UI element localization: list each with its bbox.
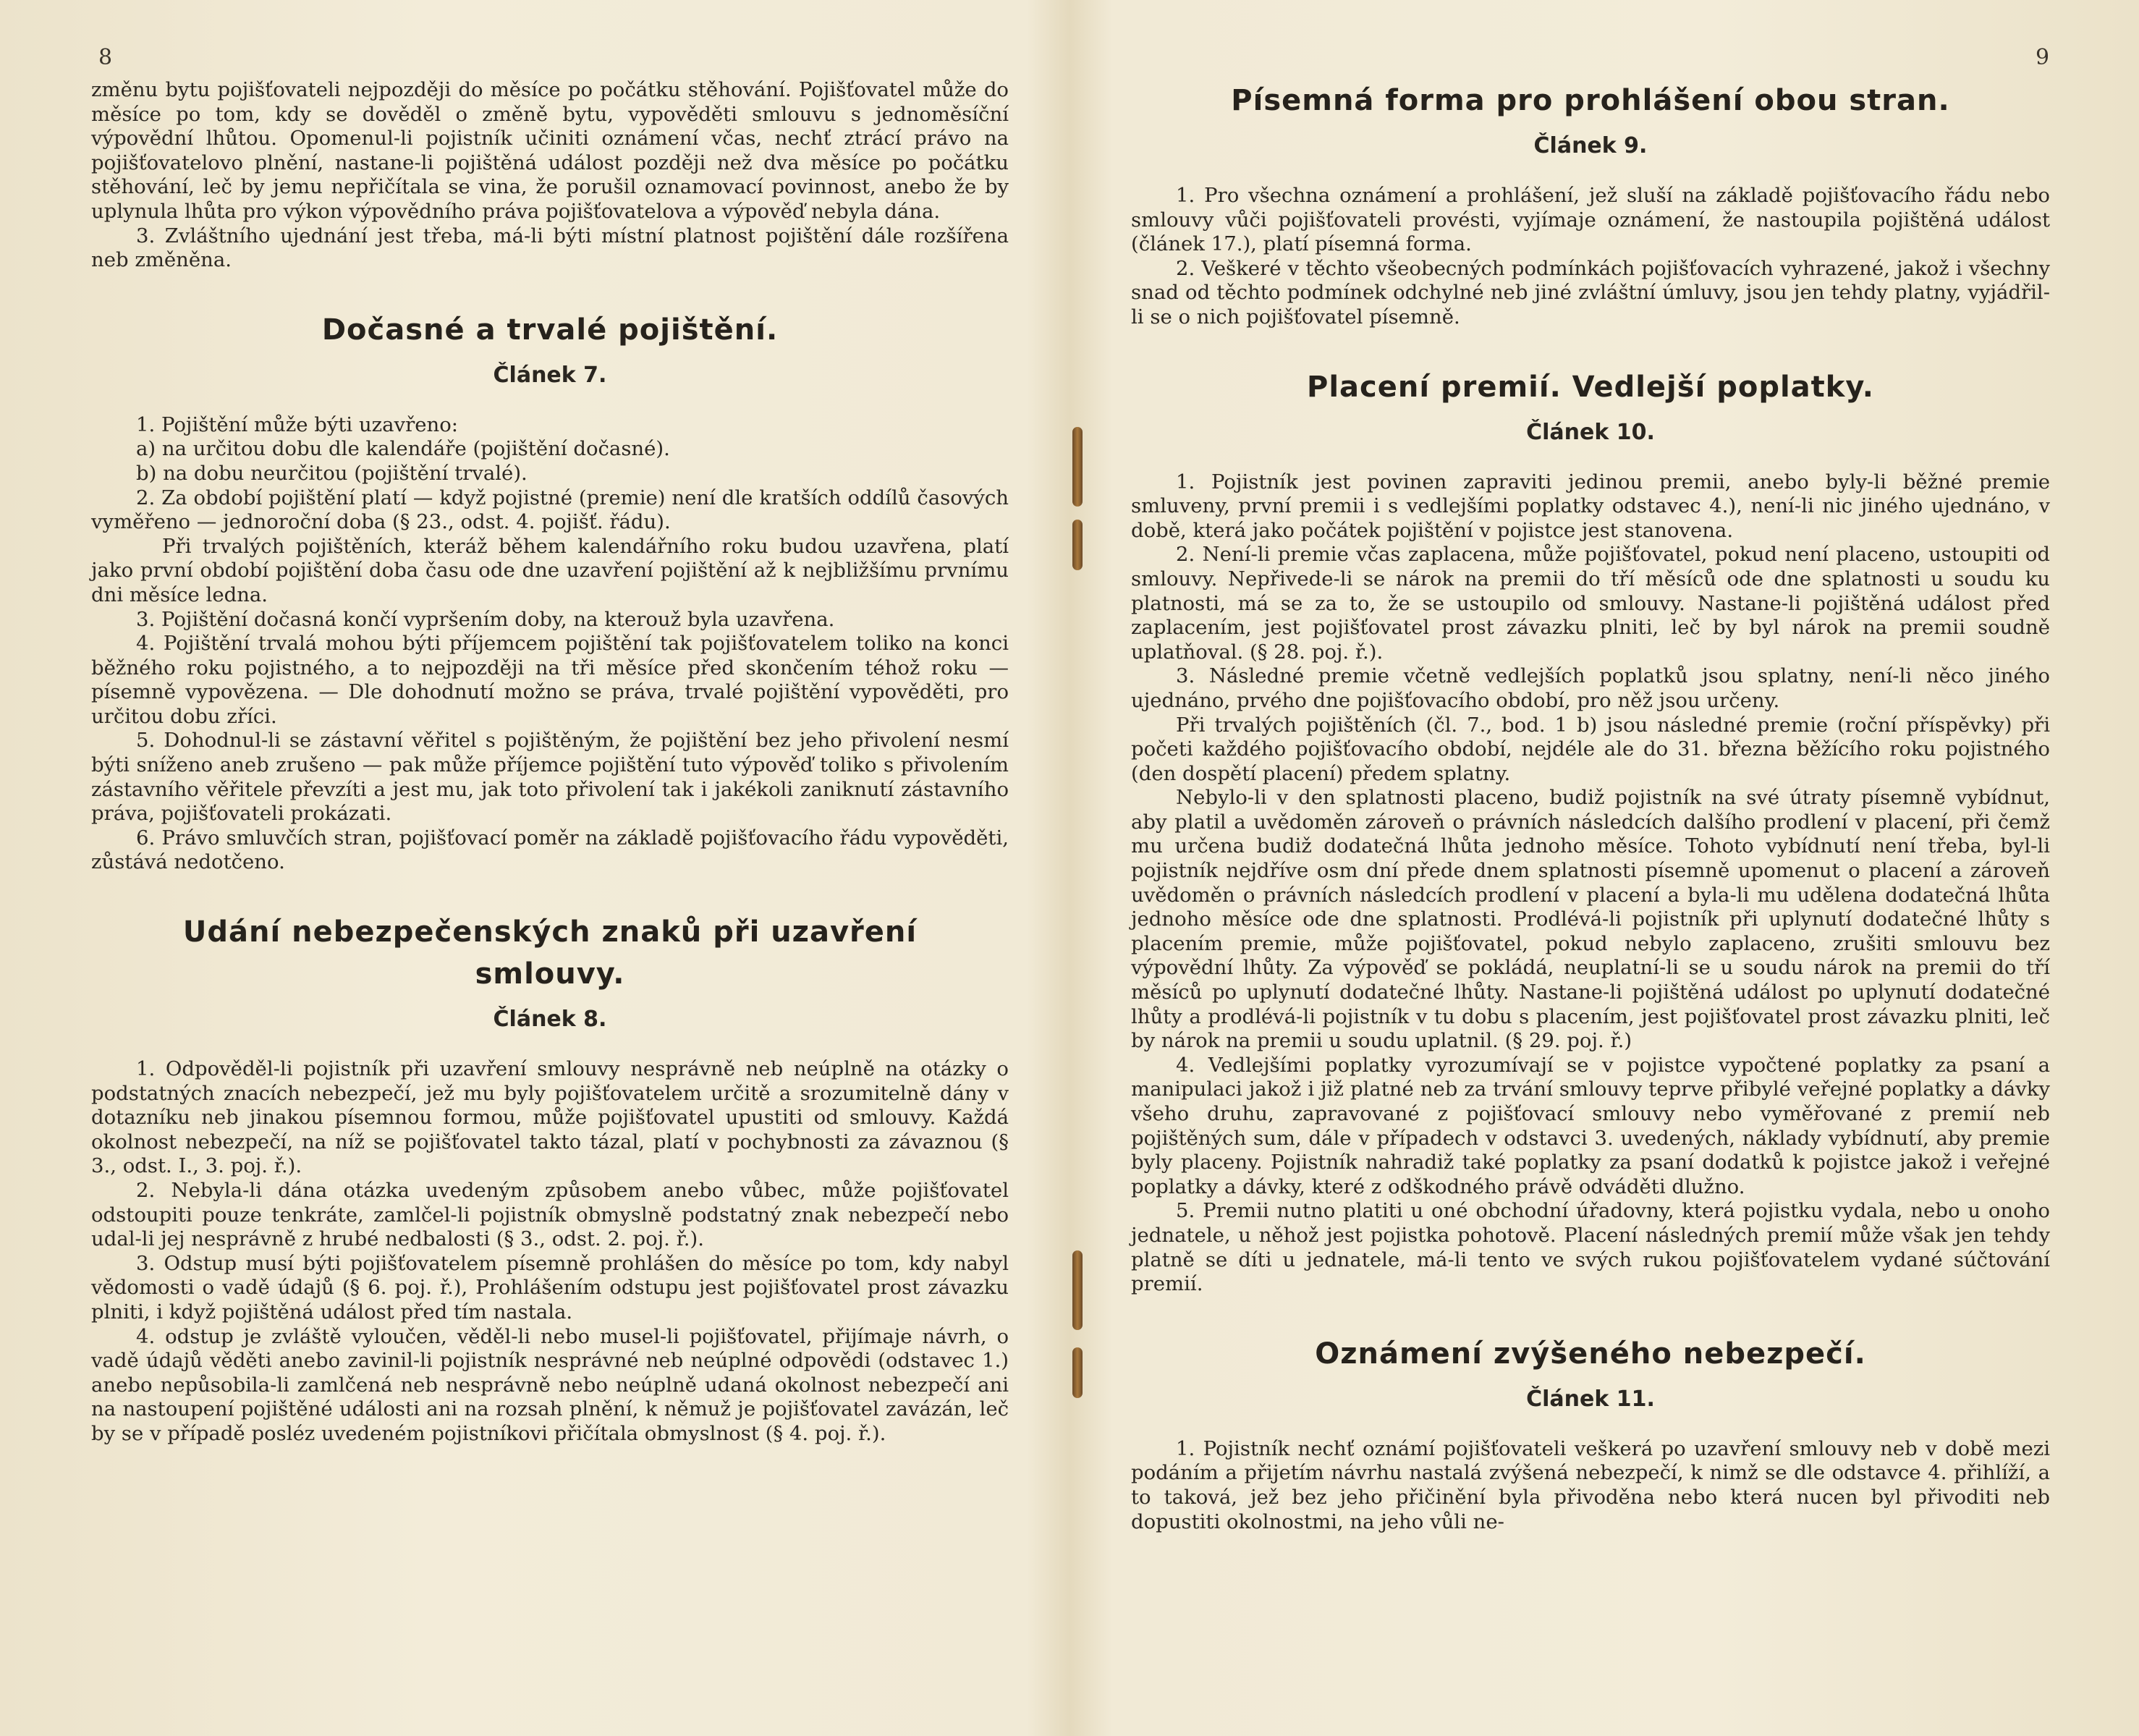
paragraph: 2. Za období pojištění platí — když pojistné (premie) není dle kratších oddílů časových vyměřeno — jednoroční doba (§ 23., odst. 4. pojišť. řádu).: [91, 486, 1009, 534]
paragraph: Při trvalých pojištěních (čl. 7., bod. 1 b) jsou následné premie (roční příspěvky) při početi každého pojišťovacího období, nejdéle ale do 31. března běžícího roku pojistného (den dospětí placení) předem splatny.: [1131, 713, 2050, 785]
paragraph: 1. Pojištění může býti uzavřeno:: [136, 412, 459, 436]
paragraph: 4. Pojištění trvalá mohou býti příjemcem pojištění tak pojišťovatelem toliko na konci běžného roku pojistného, a to nejpozději na tři měsíce před skončením téhož roku — písemně vypovězena. — Dle dohodnutí možno se práva, trvalé pojištění vypověděti, pro určitou dobu zříci.: [91, 632, 1009, 728]
paragraph: 5. Dohodnul-li se zástavní věřitel s pojištěným, že pojištění bez jeho přivolení nesmí býti sníženo aneb zrušeno — pak může příjemce pojištění tuto výpověď toliko s přivolením zástavního věřitele převzíti a jest mu, jak toto přivolení tak i jakékoli zaniknutí zástavního práva, pojišťovateli prokázati.: [91, 729, 1009, 826]
paragraph: a) na určitou dobu dle kalendáře (pojištění dočasné).: [136, 437, 670, 461]
page-number: 9: [2036, 45, 2050, 70]
paragraph: 2. Nebyla-li dána otázka uvedeným způsobem anebo vůbec, může pojišťovatel odstoupiti pouze tenkráte, zamlčel-li pojistník obmyslně podstatný znak nebezpečí nebo udal-li jej nesprávně z hrubé nedbalosti (§ 3., odst. 2. poj. ř.).: [91, 1179, 1009, 1251]
paragraph: 1. Pro všechna oznámení a prohlášení, jež sluší na základě pojišťovacího řádu nebo smlouvy vůči pojišťovateli provésti, vyjímaje oznámení, že nastoupila pojištěná událost (článek 17.), platí písemná forma.: [1131, 184, 2050, 256]
section-heading: Dočasné a trvalé pojištění.: [321, 313, 779, 347]
article-title: Článek 10.: [1526, 419, 1655, 445]
section-heading: Písemná forma pro prohlášení obou stran.: [1231, 84, 1950, 117]
paragraph: 4. odstup je zvláště vyloučen, věděl-li nebo musel-li pojišťovatel, přijímaje návrh, o vadě údajů věděti anebo zavinil-li pojistník nesprávné neb neúplné odpovědi (odstavec 1.) anebo nepůsobila-li zamlčená neb nesprávně nebo neúplně udaná okolnost nebezpečí ani na nastoupení pojištěné události ani na rozsah plnění, k němuž je pojišťovatel zavázán, leč by se v případě posléz uvedeném pojistníkovi přičítala obmyslnost (§ 4. poj. ř.).: [91, 1324, 1009, 1445]
right-page-text-column: [1131, 80, 2050, 1534]
article-title: Článek 11.: [1526, 1386, 1655, 1412]
paragraph: 5. Premii nutno platiti u oné obchodní úřadovny, která pojistku vydala, nebo u onoho jednatele, u něhož jest pojistka pohotově. Placení následných premií může však jen tehdy platně se díti u jednatele, má-li tento ve svých rukou pojišťovatelem vydané súčtování premií.: [1131, 1199, 2050, 1296]
page-number: 8: [98, 45, 113, 70]
paragraph: 2. Veškeré v těchto všeobecných podmínkách pojišťovacích vyhrazené, jakož i všechny snad od těchto podmínek odchylné neb jiné zvláštní úmluvy, jsou jen tehdy platny, vyjádřil-li se o nich pojišťovatel písemně.: [1131, 256, 2050, 329]
paragraph: 1. Odpověděl-li pojistník při uzavření smlouvy nesprávně neb neúplně na otázky o podstatných znacích nebezpečí, jež mu byly pojišťovatelem určitě a srozumitelně dány v dotazníku neb jinakou písemnou formou, může pojišťovatel upustiti od smlouvy. Každá okolnost nebezpečí, na níž se pojišťovatel takto tázal, platí v pochybnosti za závaznou (§ 3., odst. I., 3. poj. ř.).: [91, 1057, 1009, 1178]
paragraph: 3. Následné premie včetně vedlejších poplatků jsou splatny, není-li něco jiného ujednáno, prvého dne pojišťovacího období, pro něž jsou určeny.: [1131, 664, 2050, 712]
paragraph: 6. Právo smluvčích stran, pojišťovací poměr na základě pojišťovacího řádu vypověděti, zůstává nedotčeno.: [91, 826, 1009, 874]
paragraph: 3. Odstup musí býti pojišťovatelem písemně prohlášen do měsíce po tom, kdy nabyl vědomosti o vadě údajů (§ 6. poj. ř.), Prohlášením odstupu jest pojišťovatel prost závazku plniti, i když pojištěná událost před tím nastala.: [91, 1251, 1009, 1324]
paragraph: Nebylo-li v den splatnosti placeno, budiž pojistník na své útraty písemně vybídnut, aby platil a uvědoměn zároveň o právních následcích dalšího prodlení v placení, při čemž mu určena budiž dodatečná lhůta jednoho měsíce. Tohoto vybídnutí není třeba, byl-li pojistník nejdříve osm dní přede dnem splatnosti písemně upomenut o placení a zároveň uvědoměn o právních následcích prodlení v placení a byla-li mu udělena dodatečná lhůta jednoho měsíce ode dne splatnosti. Prodlévá-li pojistník při uplynutí dodatečné lhůty s placením premie, může pojišťovatel, pokud nebylo zaplaceno, zrušiti smlouvu bez výpovědní lhůty. Za výpověď se pokládá, neuplatní-li se u soudu nárok na premii do tří měsíců po uplynutí dodatečné lhůty. Nastane-li pojištěná událost po uplynutí dodatečné lhůty a prodlévá-li pojistník v tu dobu s placením, jest pojišťovatel prost závazku plniti, leč by nárok na premii u soudu uplatnil. (§ 29. poj. ř.): [1131, 786, 2050, 1053]
paragraph: 1. Pojistník nechť oznámí pojišťovateli veškerá po uzavření smlouvy neb v době mezi podáním a přijetím návrhu nastalá zvýšená nebezpečí, k nimž se dle odstavce 4. přihlíží, a to taková, jež bez jeho přičinění byla přivoděna nebo která nucen byl přivoditi neb dopustiti okolnostmi, na jeho vůli ne-: [1131, 1436, 2050, 1533]
paragraph: změnu bytu pojišťovateli nejpozději do měsíce po počátku stěhování. Pojišťovatel může do měsíce po tom, kdy se dověděl o změně bytu, vypověděti smlouvu s jednoměsíční výpovědní lhůtou. Opomenul-li pojistník učiniti oznámení včas, nechť ztrácí právo na pojišťovatelovo plnění, nastane-li pojištěná událost později než dva měsíce po počátku stěhování, leč by jemu nepřičítala se vina, že porušil oznamovací povinnost, anebo že by uplynula lhůta pro výkon výpovědního práva pojišťovatelova a výpověď nebyla dána.: [91, 78, 1009, 223]
paragraph: 4. Vedlejšími poplatky vyrozumívají se v pojistce vypočtené poplatky za psaní a manipulaci jakož i již platné neb za trvání smlouvy teprve přibylé veřejné poplatky a dávky všeho druhu, zapravované z pojišťovací smlouvy nebo vyměřované z premií neb pojištěných sum, dále v případech v odstavci 3. uvedených, náklady vybídnutí, aby premie byly placeny. Pojistník nahradiž také poplatky za psaní dodatků k pojistce jakož i veřejné poplatky a dávky, které z odškodného právě odváděti dlužno.: [1131, 1053, 2050, 1198]
article-title: Článek 9.: [1533, 133, 1648, 158]
paragraph: 1. Pojistník jest povinen zapraviti jedinou premii, anebo byly-li běžné premie smluveny, první premii i s vedlejšími poplatky odstavec 4.), není-li nic jiného ujednáno, v době, která jako počátek pojištění v pojistce jest stanovena.: [1131, 470, 2050, 542]
paragraph: 3. Zvláštního ujednání jest třeba, má-li býti místní platnost pojištění dále rozšířena neb změněna.: [91, 224, 1009, 272]
paragraph: 3. Pojištění dočasná končí vypršením doby, na kterouž byla uzavřena.: [136, 607, 835, 631]
section-heading: Placení premií. Vedlejší poplatky.: [1307, 370, 1874, 404]
right-page: [1070, 0, 2139, 1736]
paragraph: 2. Není-li premie včas zaplacena, může pojišťovatel, pokud není placeno, ustoupiti od smlouvy. Nepřivede-li se nárok na premii do tří měsíců ode dne splatnosti u soudu ku platnosti, má se za to, že se ustoupilo od smlouvy. Nastane-li pojištěná událost před zaplacením, jest pojišťovatel prost závazku plniti, leč by byl nárok na premii soudně uplatňoval. (§ 28. poj. ř.).: [1131, 543, 2050, 664]
section-heading: Udání nebezpečenských znaků při uzavření smlouvy.: [182, 915, 918, 991]
section-heading: Oznámení zvýšeného nebezpečí.: [1315, 1337, 1866, 1371]
paragraph: Při trvalých pojištěních, kteráž během kalendářního roku budou uzavřena, platí jako první období pojištění doba času ode dne uzavření pojištění až k nejbližšímu prvnímu dni měsíce ledna.: [91, 534, 1009, 606]
article-title: Článek 7.: [493, 362, 607, 388]
left-page-text-column: [91, 78, 1009, 1447]
paragraph: b) na dobu neurčitou (pojištění trvalé).: [136, 461, 528, 485]
article-title: Článek 8.: [493, 1007, 607, 1033]
